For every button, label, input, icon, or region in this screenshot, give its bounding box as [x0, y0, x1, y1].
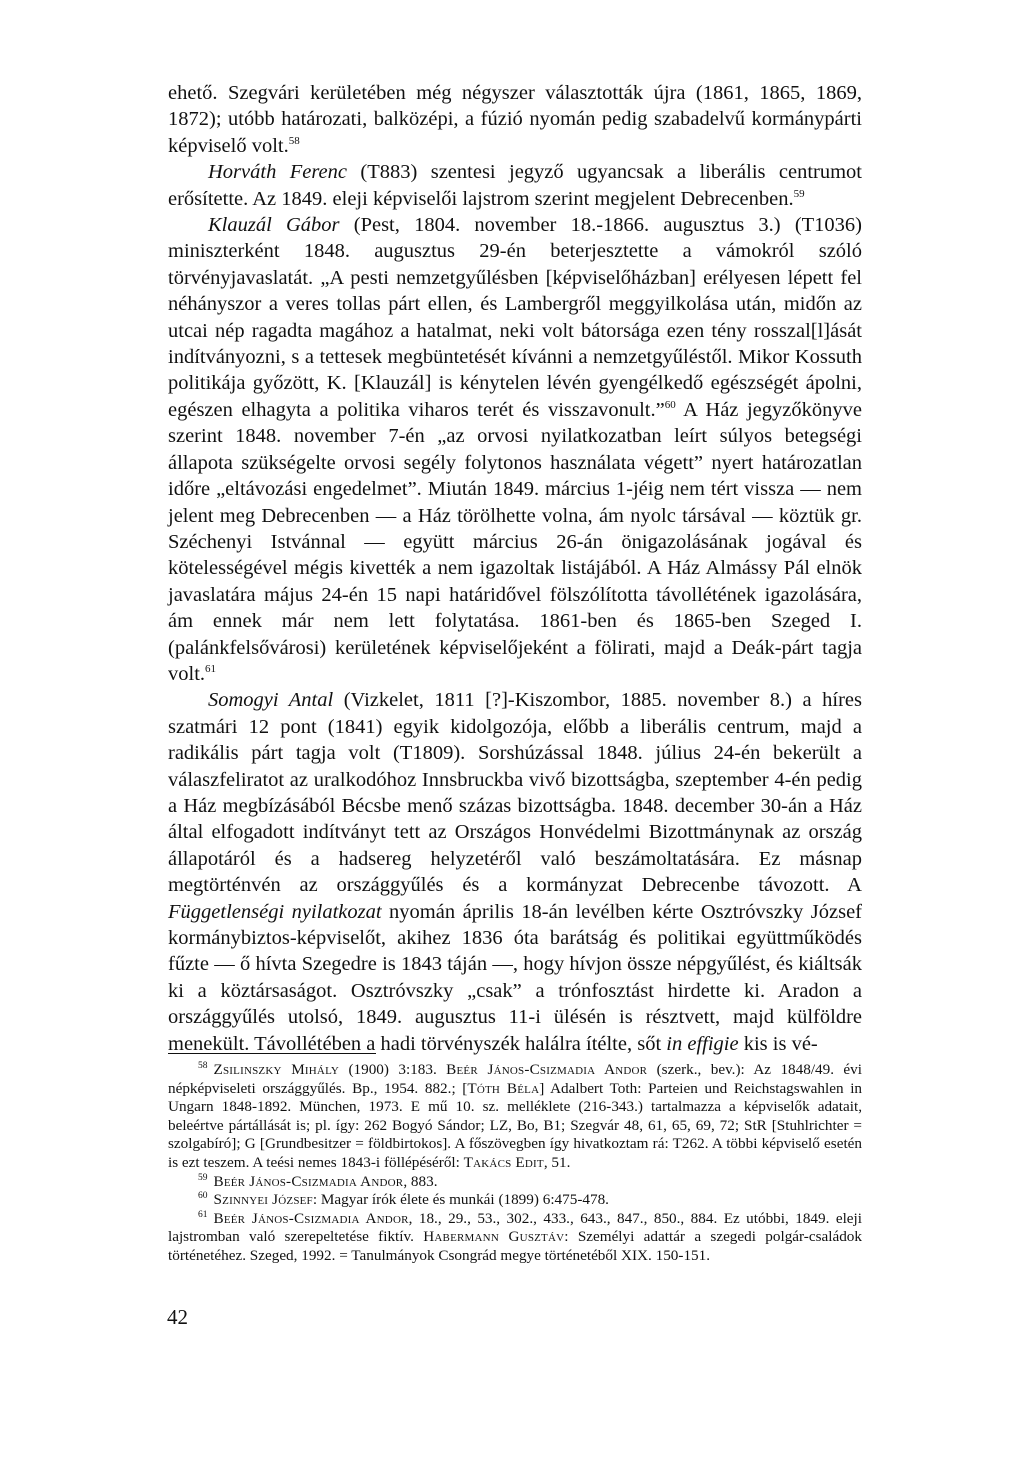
text-span: (Vizkelet, 1811 [?]-Kiszombor, 1885. november 8.) a híres szatmári 12 pont (1841) egyik kidolgozója, előbb a liberális centrum, majd a radikális párt tagja volt (T1809). Sorshúzással 1848. július 24-én bekerült a válaszfeliratot az uralkodóhoz Innsbruckba vivő bizottságba, szeptember 4-én pedig a Ház megbízásából Bécsbe menő százas bizottságba. 1848. december 30-án a Ház által elfogadott indítványt tett az Országos Honvédelmi Bizottmánynak az ország állapotáról és a hadsereg helyzetéről való beszámoltatására. Ez másnap megtörténvén az országgyűlés és a kormányzat Debrecenbe távozott. A: [168, 689, 862, 897]
author-name: Zsilinszky Mihály: [213, 1061, 340, 1078]
author-name: Beér János-Csizmadia Andor: [446, 1061, 648, 1078]
footnote-reference: 61: [205, 663, 217, 676]
footnote-separator: [168, 1053, 376, 1054]
italic-span: Klauzál Gábor: [208, 214, 340, 237]
text-span: , 51.: [543, 1153, 571, 1171]
footnote-number: 61: [198, 1209, 208, 1220]
author-name: Habermann Gusztáv: [423, 1228, 565, 1246]
author-name: Szinnyei József: [213, 1191, 313, 1209]
author-name: Beér János-Csizmadia Andor: [213, 1209, 409, 1227]
text-span: : Személyi adattár a szegedi polgár-családok történetéhez. Szeged, 1992. = Tanulmányok Csongrád megye történetéből XIX. 150-151.: [168, 1228, 862, 1264]
paragraph: [168, 687, 862, 1057]
paragraph: [168, 80, 862, 159]
italic-span: Somogyi Antal: [208, 689, 334, 712]
italic-span: in effigie: [666, 1032, 739, 1055]
text-span: A Ház jegyzőkönyve szerint 1848. november 7-én „az orvosi nyilatkozatban leírt súlyos betegségi állapota szükségelte orvosi segély folytonos használata végett” nyert határozatlan időre „eltávozási engedelmet”. Miután 1849. március 1-jéig nem tért vissza — nem jelent meg Debrecenben — a Ház törölhette volna, ám nyolc társával — köztük gr. Széchenyi Istvánnal — együtt március 26-án önigazolásának jogával és kötelességével mégis kivették a nem igazoltak listájából. A Ház Almássy Pál elnök javaslatára május 24-én 15 napi határidővel fölszólította távollétének igazolására, ám ennek már nem lett folytatása. 1861-ben és 1865-ben Szeged I. (palánkfelsővárosi) kerületének képviselőjeként a fölirati, majd a Deák-párt tagja volt.: [168, 398, 862, 685]
text-span: kis is vé-: [738, 1032, 818, 1055]
page-number: 42: [167, 1305, 188, 1329]
italic-span: Horváth Ferenc: [208, 161, 348, 184]
footnote-number: 59: [198, 1172, 208, 1183]
italic-span: Függetlenségi nyilatkozat: [168, 900, 382, 923]
text-span: nyomán április 18-án levélben kérte Osztróvszky József kormánybiztos-képviselőt, akihez 1836 óta barátság és politikai együttműködés fűzte — ő hívta Szegedre is 1843 táján —, hogy hívjon össze népgyűlést, és kiáltsák ki a köztársaságot. Osztróvszky „csak” a trónfosztást hirdette ki. Aradon a országgyűlés utolsó, 1849. augusztus 11-i ülésén is résztvett, majd külföldre menekült. Távollétében a hadi törvényszék halálra ítélte, sőt: [168, 900, 863, 1055]
footnote-number: 60: [198, 1191, 208, 1202]
text-span: , 18., 29., 53., 302., 433., 643., 847., 850., 884. Ez utóbbi, 1849. eleji lajstromban való szerepeltetése fiktív.: [168, 1209, 862, 1246]
text-span: : Magyar írók élete és munkái (1899) 6:475-478.: [312, 1191, 609, 1209]
main-text: [168, 80, 862, 1057]
text-span: (Pest, 1804. november 18.-1866. augusztus 3.) (T1036) miniszterként 1848. augusztus 29-én beterjesztette a vámokról szóló törvényjavaslatát. „A pesti nemzetgyűlésben [képviselőházban] erélyesen lépett fel néhányszor a veres tollas párt ellen, és Lambergről meggyilkolása után, midőn az utcai nép ragadta magához a hatalmat, neki volt bátorsága ezen tény rosszal[l]ását indítványozni, s a tettesek megbüntetését kívánni a nemzetgyűléstől. Mikor Kossuth politikája győzött, K. [Klauzál] is kénytelen lévén gyengélkedő egészségét ápolni, egészen elhagyta a politika viharos terét és visszavonult.”: [168, 214, 862, 421]
footnote-61: [168, 1210, 862, 1266]
text-span: (T883) szentesi jegyző ugyancsak a liberális centrumot erősítette. Az 1849. eleji képviselői lajstrom szerint megjelent Debrecenben.: [168, 161, 862, 210]
paragraph: [168, 212, 862, 687]
footnote-reference: 58: [288, 134, 300, 147]
footnote-number: 58: [198, 1060, 208, 1071]
author-name: Takács Edit: [463, 1153, 544, 1171]
author-name: Beér János-Csizmadia Andor: [213, 1172, 404, 1190]
footnote-reference: 59: [793, 187, 805, 200]
text-span: ehető. Szegvári kerületében még négyszer választották újra (1861, 1865, 1869, 1872); utóbb határozati, balközépi, a fúzió nyomán pedig szabadelvű kormánypárti képviselő volt.: [168, 82, 862, 157]
author-name: Tóth Béla: [467, 1079, 540, 1097]
footnote-58: [168, 1061, 862, 1173]
text-span: (1900) 3:183.: [339, 1061, 447, 1078]
footnotes: [168, 1061, 862, 1266]
footnote-reference: 60: [664, 399, 676, 412]
text-span: (szerk., bev.): Az 1848/49. évi népképviseleti országgyűlés. Bp., 1954. 882.; [: [168, 1061, 862, 1097]
text-span: , 883.: [403, 1172, 438, 1190]
text-span: ] Adalbert Toth: Parteien und Reichstagswahlen in Ungarn 1848-1892. München, 1973. E mű 10. sz. melléklete (216-343.) tartalmazza a képviselők adatait, beleértve pártállását is; pl. így: 262 Bogyó Sándor; LZ, Bo, B1; Szegvár 48, 61, 65, 69, 72; StR [Stuhlrichter = szolgabíró]; G [Grundbesitzer = földbirtokos]. A főszövegben így hivatkoztam rá: T262. A többi képviselő esetén is ezt teszem. A teési nemes 1843-i föllépéséről:: [168, 1079, 863, 1171]
paragraph: [168, 159, 862, 212]
footnote-60: [168, 1191, 862, 1210]
footnote-59: [168, 1173, 862, 1192]
